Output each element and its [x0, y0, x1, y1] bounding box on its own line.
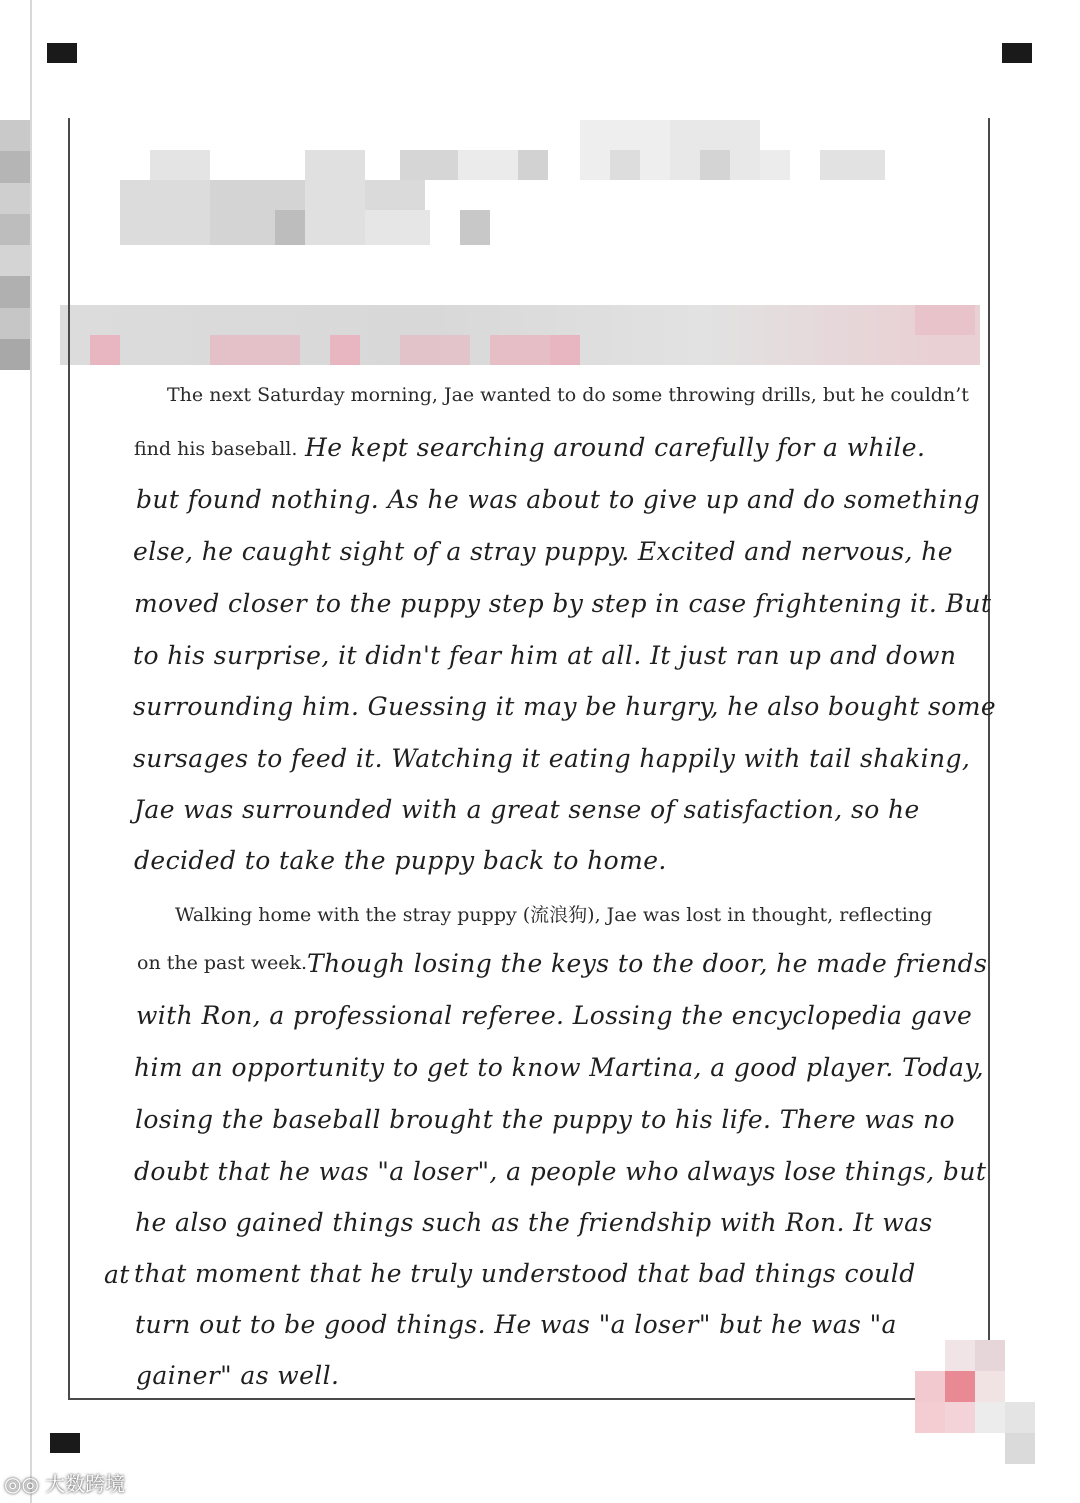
- paragraph-2-start-text: on the past week.: [137, 952, 308, 974]
- paragraph-1-start-text: find his baseball.: [134, 438, 298, 460]
- handwriting-line: him an opportunity to get to know Martina, a good player. Today,: [134, 1053, 984, 1082]
- paragraph-2-lead-text: Walking home with the stray puppy (流浪狗), Jae was lost in thought, reflecting: [175, 904, 933, 926]
- watermark-logo-text: ◎◎ 大数跨境: [4, 1472, 126, 1496]
- registration-mark-bottom-left: [50, 1433, 80, 1453]
- handwriting-line: he also gained things such as the friendship with Ron. It was: [135, 1208, 933, 1237]
- handwriting-line: turn out to be good things. He was "a loser" but he was "a: [135, 1310, 897, 1339]
- handwriting-line: but found nothing. As he was about to give up and do something: [136, 485, 981, 514]
- paragraph-1-lead-text: The next Saturday morning, Jae wanted to do some throwing drills, but he couldn’t: [167, 384, 969, 406]
- handwriting-line: that moment that he truly understood that bad things could: [134, 1259, 916, 1288]
- handwriting-line: Jae was surrounded with a great sense of satisfaction, so he: [134, 795, 920, 824]
- handwriting-line: He kept searching around carefully for a while.: [305, 433, 926, 462]
- bottom-right-redaction-mosaic: [915, 1340, 1040, 1465]
- handwriting-line: Though losing the keys to the door, he made friends: [307, 949, 988, 978]
- handwriting-line: to his surprise, it didn't fear him at all. It just ran up and down: [133, 641, 957, 670]
- handwriting-line: moved closer to the puppy step by step in case frightening it. But: [134, 589, 992, 618]
- left-edge-mosaic: [0, 120, 30, 370]
- handwriting-line: with Ron, a professional referee. Lossing the encyclopedia gave: [136, 1001, 973, 1030]
- handwriting-line: gainer" as well.: [136, 1361, 340, 1390]
- handwriting-line: sursages to feed it. Watching it eating happily with tail shaking,: [133, 744, 971, 773]
- registration-mark-top-right: [1002, 43, 1032, 63]
- handwriting-line: decided to take the puppy back to home.: [134, 846, 667, 875]
- watermark-text: 大数跨境: [45, 1472, 126, 1496]
- handwriting-margin-word: at: [104, 1260, 130, 1289]
- handwriting-line: surrounding him. Guessing it may be hurgry, he also bought some: [133, 692, 997, 721]
- handwriting-line: else, he caught sight of a stray puppy. Excited and nervous, he: [133, 537, 953, 566]
- answer-box-bottom-rule: [68, 1398, 855, 1400]
- handwriting-line: losing the baseball brought the puppy to his life. There was no: [135, 1105, 956, 1134]
- handwriting-line: doubt that he was "a loser", a people who always lose things, but: [134, 1157, 987, 1186]
- registration-mark-top-left: [47, 43, 77, 63]
